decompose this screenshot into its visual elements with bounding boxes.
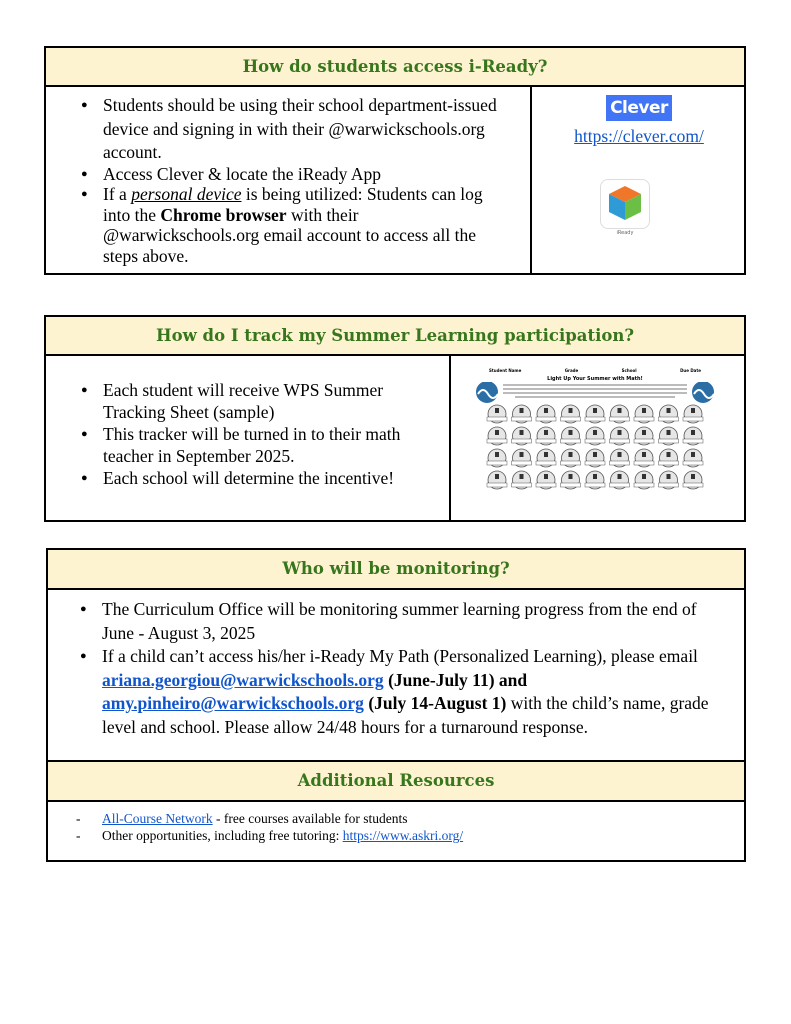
- column-divider: [530, 87, 532, 273]
- access-iready-header: [46, 48, 744, 87]
- sheet-circle-label-band: [659, 483, 679, 487]
- tracking-title: How do I track my Summer Learning participation?: [155, 326, 635, 345]
- sheet-circle-label-band: [610, 461, 630, 465]
- all-course-network-link[interactable]: All-Course Network: [102, 811, 213, 826]
- sheet-circle-label-band: [487, 483, 507, 487]
- iready-app-label: iReady: [616, 230, 634, 236]
- sheet-circle-label-band: [585, 417, 605, 421]
- sheet-circle-label-band: [659, 417, 679, 421]
- sheet-circle-label-band: [512, 461, 532, 465]
- sheet-circle-icon: [593, 430, 597, 435]
- sheet-circle-icon: [642, 408, 646, 413]
- sheet-circle-icon: [520, 452, 524, 457]
- iready-app-icon[interactable]: [600, 179, 650, 236]
- sheet-circle-label-band: [536, 483, 556, 487]
- sheet-circle-icon: [593, 452, 597, 457]
- access-iready-table: [44, 46, 746, 275]
- sheet-circle-icon: [618, 408, 622, 413]
- sheet-circle-label-band: [610, 439, 630, 443]
- list-item: - Other opportunities, including free tutoring: https://www.askri.org/: [48, 827, 744, 844]
- sheet-circle-label-band: [659, 461, 679, 465]
- sheet-circle-label-band: [634, 417, 654, 421]
- sheet-circle-label-band: [634, 483, 654, 487]
- tracking-list: [73, 379, 443, 489]
- sheet-circle-icon: [520, 408, 524, 413]
- tracking-table: [44, 315, 746, 522]
- list-item: ● This tracker will be turned in to their math teacher in September 2025.: [73, 423, 443, 467]
- sheet-circle-label-band: [683, 417, 703, 421]
- sheet-circle-label-band: [487, 439, 507, 443]
- sheet-circle-icon: [667, 408, 671, 413]
- sheet-circle-label-band: [610, 417, 630, 421]
- sheet-circle-icon: [495, 452, 499, 457]
- list-item: ● Each student will receive WPS Summer Tracking Sheet (sample): [73, 379, 443, 423]
- sheet-circle-icon: [618, 430, 622, 435]
- sheet-circle-icon: [495, 430, 499, 435]
- sheet-circles: [475, 382, 715, 506]
- sheet-circle-label-band: [536, 439, 556, 443]
- sheet-circle-label-band: [536, 417, 556, 421]
- access-iready-title: How do students access i-Ready?: [242, 57, 548, 76]
- sheet-circle-label-band: [561, 439, 581, 443]
- list-item: ● Students should be using their school department-issued device and signing in with their @warwickschools.org account.: [73, 94, 513, 165]
- sheet-circle-icon: [691, 430, 695, 435]
- list-item: ● If a child can’t access his/her i-Ready My Path (Personalized Learning), please email ariana.georgiou@warwickschools.org (June-July 11) and amy.pinheiro@warwickschools.org (July 14-August 1) with the child’s name, grade level and school. Please allow 24/48 hours for a turnaround response.: [72, 645, 730, 739]
- tracking-header: [46, 317, 744, 356]
- sheet-circle-label-band: [683, 439, 703, 443]
- sheet-circle-icon: [495, 474, 499, 479]
- sheet-circle-label-band: [634, 439, 654, 443]
- sheet-circle-icon: [691, 408, 695, 413]
- sheet-circle-label-band: [561, 417, 581, 421]
- sheet-circle-icon: [544, 430, 548, 435]
- sheet-circle-icon: [520, 430, 524, 435]
- clever-link[interactable]: https://clever.com/: [574, 126, 704, 146]
- resources-header: [48, 762, 744, 802]
- sheet-title: Light Up Your Summer with Math!: [547, 376, 643, 382]
- sheet-circle-icon: [495, 408, 499, 413]
- sheet-circle-grid: [487, 405, 703, 489]
- monitoring-list: [48, 590, 744, 762]
- sheet-circle-label-band: [561, 461, 581, 465]
- monitoring-title: Who will be monitoring?: [282, 559, 510, 578]
- sheet-fields: Student Name Grade School Due Date: [489, 368, 701, 373]
- email-amy-link[interactable]: amy.pinheiro@warwickschools.org: [102, 693, 364, 713]
- sheet-circle-label-band: [487, 461, 507, 465]
- sheet-circle-icon: [667, 452, 671, 457]
- sheet-circle-label-band: [585, 439, 605, 443]
- sheet-circle-icon: [691, 474, 695, 479]
- access-iready-list: [73, 94, 513, 266]
- sheet-circle-label-band: [512, 439, 532, 443]
- sheet-circle-icon: [618, 474, 622, 479]
- sheet-circle-icon: [642, 474, 646, 479]
- sheet-circle-icon: [642, 430, 646, 435]
- sheet-circle-label-band: [561, 483, 581, 487]
- tracking-sheet-image[interactable]: [475, 366, 715, 506]
- sheet-circle-icon: [569, 474, 573, 479]
- sheet-circle-label-band: [634, 461, 654, 465]
- list-item: ● If a personal device is being utilized: Students can log into the Chrome browser with their @warwickschools.org email account to access all the steps above.: [73, 184, 513, 266]
- sheet-circle-icon: [593, 408, 597, 413]
- sheet-circle-icon: [569, 452, 573, 457]
- column-divider: [449, 356, 451, 520]
- sheet-circle-icon: [642, 452, 646, 457]
- monitoring-table: [46, 548, 746, 862]
- list-item: ● Each school will determine the incentive!: [73, 467, 443, 489]
- sheet-circle-icon: [544, 408, 548, 413]
- sheet-circle-icon: [544, 452, 548, 457]
- sheet-circle-label-band: [512, 417, 532, 421]
- sheet-circle-icon: [544, 474, 548, 479]
- email-ariana-link[interactable]: ariana.georgiou@warwickschools.org: [102, 669, 384, 690]
- sheet-circle-icon: [667, 430, 671, 435]
- sheet-circle-icon: [569, 408, 573, 413]
- sheet-circle-label-band: [512, 483, 532, 487]
- sheet-circle-label-band: [683, 483, 703, 487]
- sheet-circle-label-band: [610, 483, 630, 487]
- sheet-circle-label-band: [536, 461, 556, 465]
- sheet-circle-icon: [618, 452, 622, 457]
- askri-link[interactable]: https://www.askri.org/: [342, 828, 464, 843]
- list-item: ● Access Clever & locate the iReady App: [73, 164, 513, 185]
- sheet-circle-icon: [569, 430, 573, 435]
- list-item: - All-Course Network - free courses available for students: [48, 810, 744, 827]
- cube-icon: [601, 180, 649, 228]
- sheet-circle-icon: [691, 452, 695, 457]
- sheet-circle-label-band: [487, 417, 507, 421]
- sheet-circle-label-band: [659, 439, 679, 443]
- monitoring-header: [48, 550, 744, 590]
- resources-list: [48, 802, 744, 844]
- chrome-browser-bold: Chrome browser: [160, 204, 287, 225]
- sheet-circle-icon: [667, 474, 671, 479]
- sheet-circle-icon: [593, 474, 597, 479]
- list-item: ● The Curriculum Office will be monitoring summer learning progress from the end of June - August 3, 2025: [72, 598, 730, 645]
- sheet-circle-label-band: [585, 461, 605, 465]
- personal-device-emphasis: personal device: [131, 184, 242, 204]
- sheet-circle-icon: [520, 474, 524, 479]
- clever-logo[interactable]: Clever: [606, 95, 672, 121]
- sheet-circle-label-band: [585, 483, 605, 487]
- resources-title: Additional Resources: [297, 771, 495, 790]
- sheet-circle-label-band: [683, 461, 703, 465]
